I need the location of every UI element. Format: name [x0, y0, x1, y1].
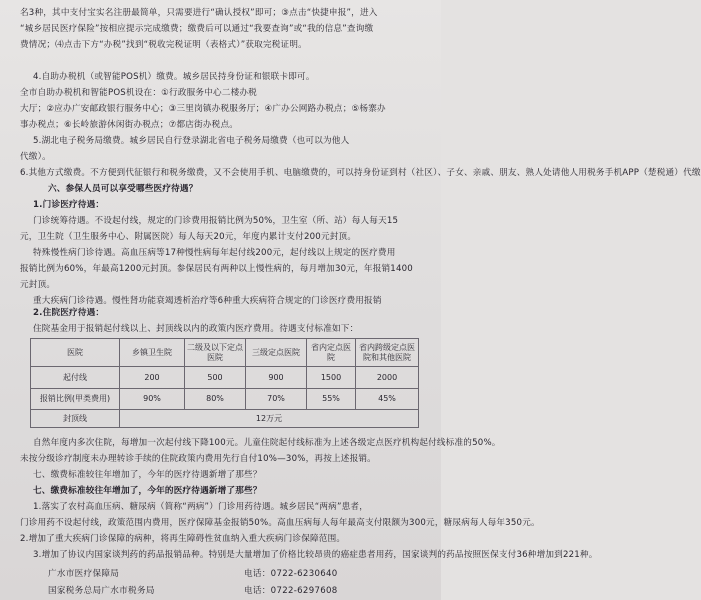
table-header: 二级及以下定点医院: [185, 339, 246, 367]
section-heading: 七、缴费标准较往年增加了，今年的医疗待遇新增了那些？: [33, 486, 262, 496]
text-line: 重大疾病门诊待遇。慢性肾功能衰竭透析治疗等6种重大疾病符合规定的门诊医疗费用报销: [33, 296, 382, 306]
text-line: 6.其他方式缴费。不方便到代征银行和税务缴费，又不会使用手机、电脑缴费的，可以持身份证到村（社区）、子女、亲戚、朋友、熟人处请他人用税务手机APP（楚税通）代缴: [20, 168, 701, 178]
text-line: 3.增加了协议内国家谈判药的药品报销品种。特别是大量增加了价格比较昂贵的癌症患者用药，国家谈判的药品按照医保支付36种增加到221种。: [33, 550, 598, 560]
text-line: 未按分级诊疗制度未办理转诊手续的住院政策内费用先行自付10%—30%，再按上述报销。: [20, 454, 376, 464]
table-header: 省内定点医院: [307, 339, 356, 367]
text-line: 1.落实了农村高血压病、糖尿病（简称“两病”）门诊用药待遇。城乡居民“两病”患者，: [33, 502, 368, 512]
table-cell: 12万元: [120, 410, 419, 428]
text-line: 事办税点；⑥长岭旅游休闲街办税点；⑦都店街办税点。: [20, 120, 239, 130]
text-line: 元，卫生院（卫生服务中心、附属医院）每人每天20元，年度内累计支付200元封顶。: [20, 232, 357, 242]
text-line: 门诊统筹待遇。不设起付线，规定的门诊费用报销比例为50%，卫生室（所、站）每人每天15: [33, 216, 399, 226]
subsection-heading: 1.门诊医疗待遇：: [33, 200, 105, 210]
table-header: 医院: [31, 339, 120, 367]
text-line: 4.自助办税机（或智能POS机）缴费。城乡居民持身份证和银联卡即可。: [33, 72, 315, 82]
text-line: 门诊用药不设起付线，政策范围内费用，医疗保障基金报销50%。高血压病每人每年最高支付限额为300元，糖尿病每人每年350元。: [20, 518, 540, 528]
text-line: 报销比例为60%，年最高1200元封顶。参保居民有两种以上慢性病的，每月增加30元，年报销1400: [20, 264, 413, 274]
phone-number: 电话：0722-6297608: [244, 586, 338, 596]
office-name: 广水市医疗保障局: [48, 569, 120, 579]
table-cell: 500: [185, 367, 246, 389]
office-name: 国家税务总局广水市税务局: [48, 586, 155, 596]
text-line: 5.湖北电子税务局缴费。城乡居民自行登录湖北省电子税务局缴费（也可以为他人: [33, 136, 350, 146]
text-line: “城乡居民医疗保险”按相应提示完成缴费；缴费后可以通过“我要查询”或“我的信息”查询缴: [20, 24, 374, 34]
text-line: 住院基金用于报销起付线以上、封顶线以内的政策内医疗费用。待遇支付标准如下：: [33, 324, 359, 334]
subsection-heading: 2.住院医疗待遇：: [33, 308, 105, 318]
text-line: 2.增加了重大疾病门诊保障的病种，将再生障碍性贫血纳入重大疾病门诊保障范围。: [20, 534, 346, 544]
table-cell: 80%: [185, 389, 246, 410]
phone-number: 电话：0722-6230640: [244, 569, 338, 579]
table-cell: 200: [120, 367, 185, 389]
table-cell: 2000: [356, 367, 419, 389]
reimbursement-table: [30, 338, 419, 428]
table-header: 乡镇卫生院: [120, 339, 185, 367]
table-cell: 55%: [307, 389, 356, 410]
text-line: 特殊慢性病门诊待遇。高血压病等17种慢性病每年起付线200元，起付线以上规定的医疗费用: [33, 248, 396, 258]
table-cell: 900: [246, 367, 307, 389]
text-line: 费情况；⑷点击下方“办税”找到“税收完税证明（表格式）”获取完税证明。: [20, 40, 307, 50]
table-cell: 1500: [307, 367, 356, 389]
table-cell: 45%: [356, 389, 419, 410]
table-row-label: 封顶线: [31, 410, 120, 428]
table-header: 省内跨级定点医院和其他医院: [356, 339, 419, 367]
text-line: 自然年度内多次住院，每增加一次起付线下降100元。儿童住院起付线标准为上述各级定点医疗机构起付线标准的50%。: [33, 438, 501, 448]
text-line: 名3种，其中支付宝实名注册最简单，只需要进行“确认授权”即可；③点击“快捷申报”，进入: [20, 8, 378, 18]
text-line: 代缴）。: [20, 152, 51, 162]
table-cell: 90%: [120, 389, 185, 410]
table-row-label: 起付线: [31, 367, 120, 389]
text-line: 全市自助办税机和智能POS机设在：①行政服务中心二楼办税: [20, 88, 257, 98]
table-cell: 70%: [246, 389, 307, 410]
table-row-label: 报销比例(甲类费用): [31, 389, 120, 410]
text-line: 七、缴费标准较往年增加了，今年的医疗待遇新增了那些？: [33, 470, 262, 480]
table-header: 三级定点医院: [246, 339, 307, 367]
section-heading: 六、参保人员可以享受哪些医疗待遇？: [48, 184, 198, 194]
text-line: 大厅；②应办广安邮政银行服务中心；③三里岗镇办税服务厅；④广办公网路办税点；⑤杨寨办: [20, 104, 386, 114]
text-line: 元封顶。: [20, 280, 56, 290]
